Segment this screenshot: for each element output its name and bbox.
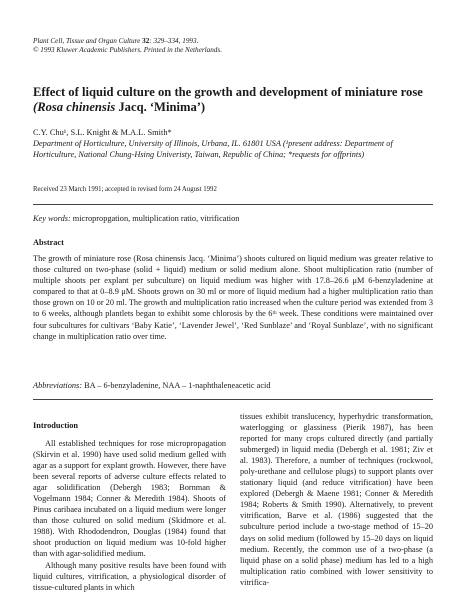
title-part2: Jacq. ‘Minima’) xyxy=(115,100,206,115)
affiliation: Department of Horticulture, University of Illinois, Urbana, IL. 61801 USA (¹present address: Department of Horticulture, National Chung-Hsing Univeristy, Taiwan, Republic of China; *requests for offprints) xyxy=(33,139,393,159)
abbreviations-label: Abbreviations: xyxy=(33,381,83,390)
copyright-line: © 1993 Kluwer Academic Publishers. Printed in the Netherlands. xyxy=(33,46,222,55)
introduction-left-column xyxy=(33,438,226,593)
title-part1: Effect of liquid culture on the growth and development of miniature rose xyxy=(33,85,423,99)
journal-volume: 32 xyxy=(142,37,150,45)
intro-paragraph-2: Although many positive results have been found with liquid cultures, vitrification, a physiological disorder of tissue-cultured plants in which xyxy=(33,560,226,592)
introduction-heading: Introduction xyxy=(33,421,79,430)
journal-citation xyxy=(33,37,222,56)
intro-paragraph-3: tissues exhibit translucency, hyperhydric transformation, waterlogging or glassiness (Pierik 1987), has been reported for many crops cultured directly (and partially submerged) in liquid media (Debergh et al. 1981; Ziv et al. 1983). Therefore, a number of techniques (rockwool, poly-urethane and cellulose plugs) to support plants over stationary liquid (and reduce vitrification) have been explored (Debergh & Maene 1981; Conner & Meredith 1984; Roberts & Smith 1990). Alternatively, to prevent vitrification, Barve et al. (1986) suggested that the subculture period include a two-stage method of 15–20 days on solid medium (followed by 15–20 days on liquid medium. Recently, the common use of a two-phase (a liquid phase on a solid phase) medium has led to a high multiplication ratio combined with lower sensitivity to vitrifica- xyxy=(240,412,433,587)
intro-paragraph-1: All established techniques for rose micropropagation (Skirvin et al. 1990) have used solid medium gelled with agar as a support for explant growth. However, there have been several reports of adverse culture effects related to agar solidification (Debergh 1983; Bornman & Vogelmann 1984; Conner & Meredith 1984). Shoots of Pinus caribaea incubated on a liquid medium were longer than those cultured on solid medium (Skidmore et al. 1988). With Rhododendron, Douglas (1984) found that shoot production on liquid medium was 10-fold higher than with agar-solidified medium. xyxy=(33,439,226,559)
abbreviations-text: BA – 6-benzyladenine, NAA – 1-naphthaleneacetic acid xyxy=(82,381,271,390)
abbreviations xyxy=(33,381,270,391)
keywords-text: micropropgation, multiplication ratio, vitrification xyxy=(70,214,240,223)
abstract-heading: Abstract xyxy=(33,238,64,247)
divider-top xyxy=(33,204,433,205)
journal-name: Plant Cell, Tissue and Organ Culture xyxy=(33,37,143,45)
received-dates: Received 23 March 1991; accepted in revised form 24 August 1992 xyxy=(33,186,217,193)
keywords xyxy=(33,214,239,224)
title-species: (Rosa chinensis xyxy=(33,100,116,115)
abstract-text: The growth of miniature rose (Rosa chinensis Jacq. ‘Minima’) shoots cultured on liquid medium was greater relative to those cultured on two-phase (solid + liquid) medium or solid medium alone. Shoot multiplication ratio (number of multiple shoots per explant per subculture) on liquid medium was higher with 17.8–26.6 μM 6-benzyladenine at compared to that at 0–8.9 μM. Shoots grown on 30 ml or more of liquid medium had a higher multiplication ratio than those grown on 10 or 20 ml. The growth and multiplication ratio increased when the culture period was extended from 3 to 6 weeks, although plantlets began to exhibit some chlorosis by the 6ᵗʰ week. These conditions were maintained over four subcultures for cultivars ‘Baby Katie’, ‘Lavender Jewel’, ‘Red Sunblaze’ and ‘Royal Sunblaze’, with no significant change in multiplication ratio over time. xyxy=(33,254,433,341)
author-list: C.Y. Chu¹, S.L. Knight & M.A.L. Smith* xyxy=(33,128,172,137)
introduction-right-column xyxy=(240,411,433,588)
paper-title xyxy=(33,85,433,116)
keywords-label: Key words: xyxy=(33,214,71,223)
divider-bottom xyxy=(33,399,433,400)
journal-pages: : 329–334, 1993. xyxy=(149,37,199,45)
